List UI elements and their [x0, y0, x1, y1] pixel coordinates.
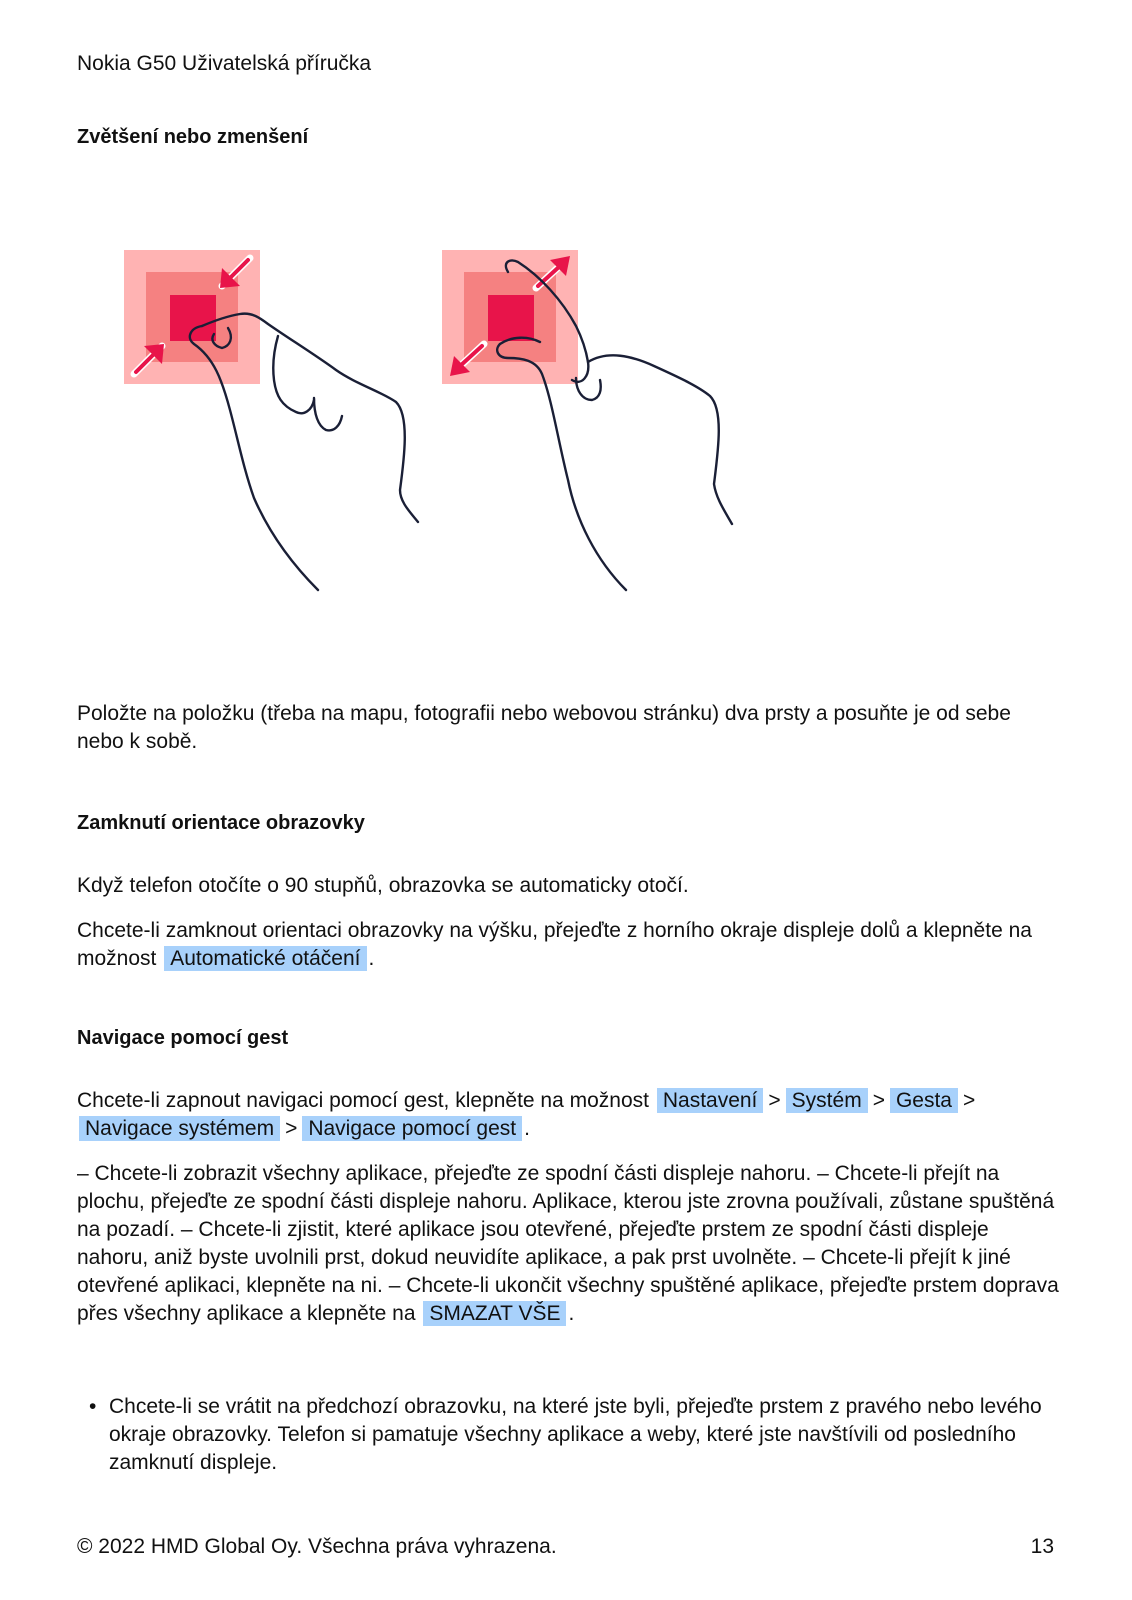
- footer-copyright: © 2022 HMD Global Oy. Všechna práva vyhrazena.: [77, 1535, 557, 1558]
- gestures-paragraph-1: [77, 1087, 1062, 1143]
- gestures-instructions-text: – Chcete-li zobrazit všechny aplikace, přejeďte ze spodní části displeje nahoru. – Chcete-li přejít na plochu, přejeďte ze spodní části displeje nahoru. Aplikace, kterou jste zrovna používali, zůstane spuštěná na pozadí. – Chcete-li zjistit, které aplikace jsou otevřené, přejeďte prstem ze spodní části displeje nahoru, aniž byste uvolnili prst, dokud neuvidíte aplikace, a pak prst uvolněte. – Chcete-li přejít k jiné otevřené aplikaci, klepněte na ni. – Chcete-li ukončit všechny spuštěné aplikace, přejeďte prstem doprava přes všechny aplikace a klepněte na: [77, 1162, 1059, 1325]
- orientation-text: Chcete-li zamknout orientaci obrazovky na výšku, přejeďte z horního okraje displeje dolů a klepněte na možnost: [77, 919, 1032, 970]
- heading-orientation: Zamknutí orientace obrazovky: [77, 812, 365, 834]
- path-system-navigation[interactable]: Navigace systémem: [79, 1116, 280, 1141]
- period: .: [368, 947, 375, 970]
- path-separator: >: [285, 1117, 298, 1140]
- path-gestures[interactable]: Gesta: [890, 1088, 958, 1113]
- path-separator: >: [962, 1089, 976, 1112]
- gestures-intro-text: Chcete-li zapnout navigaci pomocí gest, klepněte na možnost: [77, 1089, 649, 1112]
- heading-zoom: Zvětšení nebo zmenšení: [77, 126, 309, 148]
- page-number: 13: [1030, 1535, 1054, 1558]
- orientation-paragraph-1: Když telefon otočíte o 90 stupňů, obrazovka se automaticky otočí.: [77, 874, 689, 897]
- path-gesture-navigation[interactable]: Navigace pomocí gest: [302, 1116, 522, 1141]
- zoom-description: Položte na položku (třeba na mapu, fotografii nebo webovou stránku) dva prsty a posuňte je od sebe nebo k sobě.: [77, 702, 1011, 753]
- list-item: [77, 1393, 1062, 1477]
- path-separator: >: [872, 1089, 885, 1112]
- pinch-in-gesture-icon: [124, 250, 418, 590]
- gesture-illustration-svg: [118, 240, 758, 610]
- path-system[interactable]: Systém: [786, 1088, 868, 1113]
- period: .: [524, 1117, 530, 1140]
- gestures-bullet-list: [77, 1393, 1062, 1477]
- gestures-paragraph-2: [77, 1160, 1062, 1328]
- path-separator: >: [768, 1089, 781, 1112]
- period: .: [568, 1302, 575, 1325]
- bullet-icon: •: [89, 1395, 97, 1418]
- heading-gestures: Navigace pomocí gest: [77, 1027, 289, 1049]
- bullet-text: Chcete-li se vrátit na předchozí obrazovku, na které jste byli, přejeďte prstem z pravého nebo levého okraje obrazovky. Telefon si pamatuje všechny aplikace a weby, které jste navštívili od posledního zamknutí displeje.: [109, 1395, 1042, 1474]
- orientation-paragraph-2: [77, 917, 1062, 973]
- document-header: Nokia G50 Uživatelská příručka: [77, 52, 372, 75]
- pinch-out-gesture-icon: [442, 250, 732, 590]
- path-settings[interactable]: Nastavení: [657, 1088, 764, 1113]
- auto-rotate-option[interactable]: Automatické otáčení: [164, 946, 366, 971]
- clear-all-button[interactable]: SMAZAT VŠE: [423, 1301, 566, 1326]
- gesture-illustration: [118, 240, 758, 615]
